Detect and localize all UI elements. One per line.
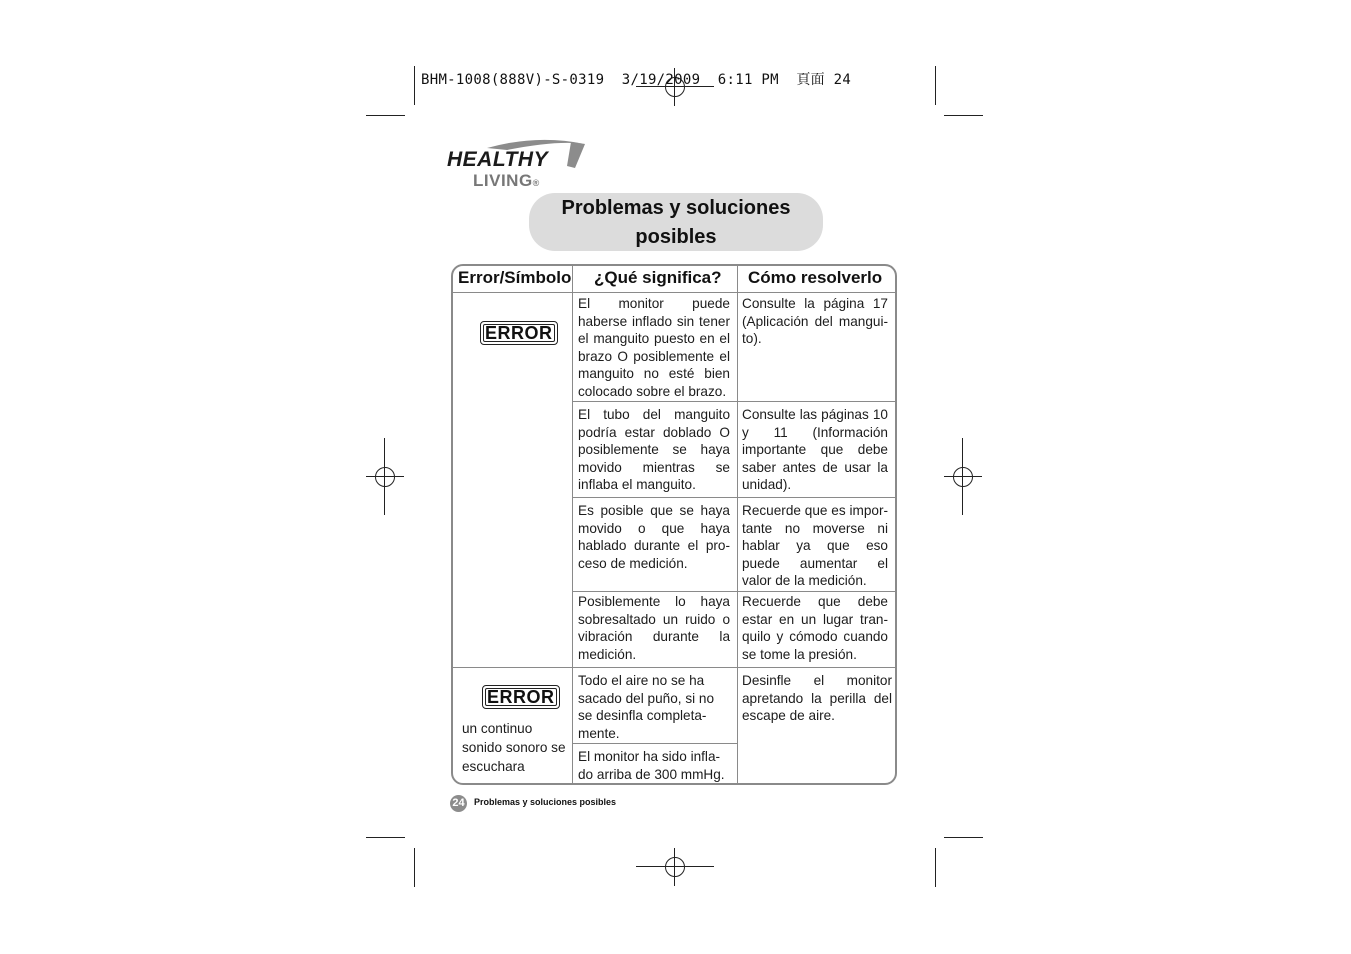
- registration-mark-icon: [944, 458, 982, 496]
- footer-section-title: Problemas y soluciones posibles: [474, 797, 617, 807]
- table-row-solution: Recuerde que es impor-tante no moverse ni hablar ya que eso puede aumentar el valor de la medición.: [742, 503, 888, 589]
- crop-mark: [962, 438, 963, 515]
- page-number-badge: 24: [450, 795, 467, 812]
- crop-mark: [366, 837, 405, 838]
- page-title-line2: posibles: [635, 226, 717, 248]
- troubleshooting-table: [451, 264, 897, 785]
- error-symbol-icon: ERROR: [482, 685, 560, 709]
- page-title: [529, 193, 823, 251]
- crop-mark: [944, 837, 983, 838]
- crop-mark: [366, 115, 405, 116]
- error-symbol-icon: ERROR: [480, 321, 558, 345]
- table-row-solution: Recuerde que debe estar en un lugar tran-quilo y cómodo cuando se tome la presión.: [742, 594, 888, 662]
- registration-mark-icon: [656, 848, 694, 886]
- print-slug: BHM-1008(888V)-S-0319 3/19/2009 6:11 PM 頁面 24: [421, 72, 852, 88]
- header-error-symbol: Error/Símbolo: [458, 268, 572, 287]
- table-row-meaning: Es posible que se haya movido o que haya hablado durante el pro-ceso de medición.: [578, 503, 730, 571]
- crop-mark: [636, 866, 714, 867]
- table-row-meaning: Posiblemente lo haya sobresaltado un ruido o vibración durante la medición.: [578, 594, 730, 662]
- crop-mark: [935, 66, 936, 105]
- table-row-solution: Consulte la página 17 (Aplicación del mangui-to).: [742, 296, 888, 347]
- logo-top-word: HEALTHY: [447, 148, 549, 171]
- table-row-meaning: Todo el aire no se ha sacado del puño, si no se desinfla completa-mente.: [578, 673, 715, 741]
- table-row-meaning: El monitor puede haberse inflado sin tener el manguito puesto en el brazo O posiblemente el manguito no esté bien colocado sobre el brazo.: [578, 296, 730, 399]
- crop-mark: [384, 438, 385, 515]
- logo-bottom-word: LIVING®: [473, 171, 540, 190]
- crop-mark: [414, 66, 415, 105]
- crop-mark: [944, 115, 983, 116]
- registration-mark-icon: [366, 458, 404, 496]
- table-row-meaning: El tubo del manguito podría estar doblado O posiblemente se haya movido mientras se inflaba el manguito.: [578, 407, 730, 493]
- crop-mark: [414, 848, 415, 887]
- table-row-meaning: El monitor ha sido infla-do arriba de 300 mmHg.: [578, 749, 725, 782]
- healthy-living-logo: [447, 138, 587, 194]
- table-row-solution: Consulte las páginas 10 y 11 (Información importante que debe saber antes de usar la unidad).: [742, 407, 888, 493]
- page-title-line1: Problemas y soluciones: [561, 197, 791, 219]
- header-meaning: ¿Qué significa?: [594, 268, 722, 287]
- header-solution: Cómo resolverlo: [748, 268, 883, 287]
- crop-mark: [935, 848, 936, 887]
- table-row-solution: Desinfle el monitor apretando la perilla del escape de aire.: [742, 673, 892, 724]
- error-symbol-caption: un continuo sonido sonoro se escuchara: [462, 721, 566, 774]
